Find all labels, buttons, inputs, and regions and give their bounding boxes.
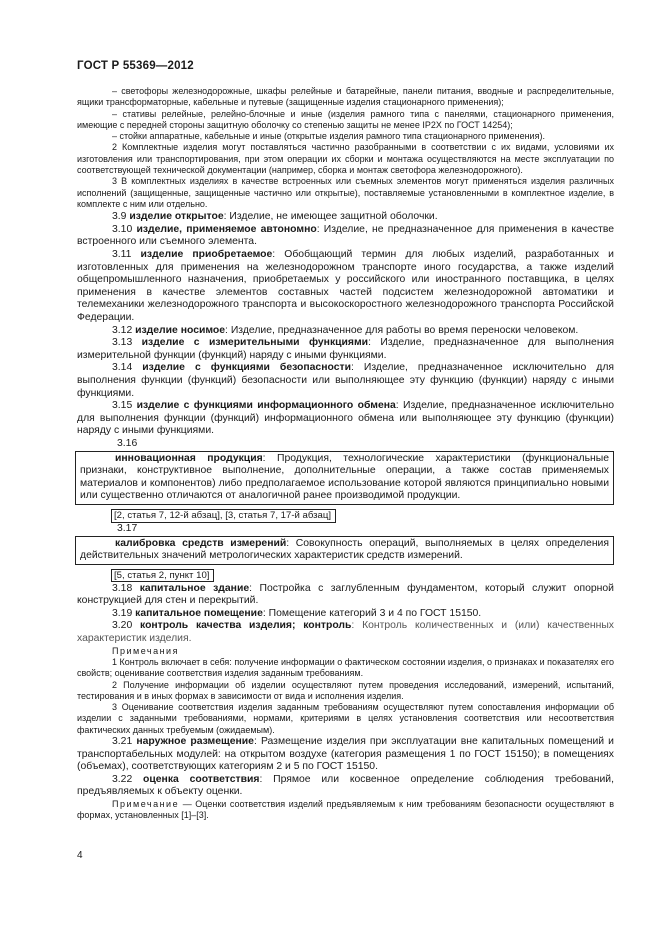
term-definition: : Изделие, предназначенное для работы во время переноски человеком. [225, 324, 579, 336]
term-entry [80, 538, 609, 563]
term-number: 3.11 [112, 249, 132, 261]
term-name: инновационная продукция [115, 452, 263, 464]
boxed-term-3-17 [75, 536, 614, 565]
reference-line [111, 505, 614, 523]
term-number: 3.18 [112, 582, 133, 594]
boxed-term-3-16 [75, 451, 614, 505]
term-name: изделие, применяемое автономно [136, 223, 317, 235]
term-number: 3.15 [112, 400, 133, 412]
term-definition: : Прямое или косвенное определение соблюдения требований, предъявляемых к объекту оценки. [77, 773, 614, 798]
paragraph: – стативы релейные, релейно-блочные и иные (изделия рамного типа с панелями, стационарного применения, имеющие с передней стороны защитную оболочку со степенью защиты не менее IP2X по ГОСТ 14254); [77, 108, 614, 130]
note-item [77, 799, 614, 822]
term-name: изделие с функциями безопасности [142, 362, 351, 374]
note-item: 3 Оценивание соответствия изделия заданным требованиям осуществляют путем сопоставления информации об изделии с заданными требованиями, нормами, критериями в целях установления соответствия или несоответствия фактических данных требуемым (ожидаемым). [77, 702, 614, 735]
term-name: изделие с измерительными функциями [141, 337, 369, 349]
page-number: 4 [77, 850, 83, 861]
term-entry [77, 400, 614, 438]
term-name: капитальное здание [139, 582, 250, 594]
term-entry [77, 249, 614, 325]
term-number: 3.22 [112, 773, 133, 785]
term-entry [77, 736, 614, 774]
term-definition: : Изделие, не имеющее защитной оболочки. [223, 211, 438, 223]
term-definition: : Постройка с заглубленным фундаментом, который служит опорной конструкцией для стен и перекрытий. [77, 582, 614, 607]
term-entry [77, 608, 614, 621]
reference-line [111, 565, 614, 583]
term-definition: : Помещение категорий 3 и 4 по ГОСТ 15150. [262, 607, 482, 619]
term-name: изделие с функциями информационного обмена [136, 400, 396, 412]
term-number: 3.12 [112, 324, 133, 336]
notes-title: Примечания [112, 645, 179, 656]
term-definition: : Изделие, предназначенное для выполнения измерительной функции (функций) наряду с иными функциями. [77, 337, 614, 361]
term-entry [77, 325, 614, 338]
term-entry [77, 583, 614, 608]
term-number: 3.13 [112, 337, 133, 349]
term-number: 3.17 [117, 522, 138, 534]
paragraph: – светофоры железнодорожные, шкафы релейные и батарейные, панели питания, вводные и распределительные, ящики трансформаторные, кабельные и путевые (защищенные изделия стационарного применения); [77, 86, 614, 108]
term-number: 3.20 [112, 620, 133, 632]
paragraph: – стойки аппаратные, кабельные и иные (открытые изделия рамного типа стационарного применения). [112, 131, 545, 142]
term-number: 3.10 [112, 223, 133, 235]
term-definition: : Продукция, технологические характеристики (функциональные признаки, конструктивное выполнение, дополнительные операции, а также состав применяемых материалов и компонентов) либо предполагаемое использование которой являются принципиально новыми или существенно отличаются от аналогичной ранее производимой продукции. [80, 452, 610, 502]
term-entry [80, 453, 609, 503]
note-item: 2 Получение информации об изделии осуществляют путем проведения исследований, измерений, испытаний, тестирования и в иных формах в зависимости от вида и исполнения изделия. [77, 679, 614, 701]
term-number: 3.19 [112, 607, 133, 619]
term-definition: : Совокупность операций, выполняемых в целях определения действительных значений метрологических характеристик средств измерений. [80, 537, 609, 562]
term-definition: : Размещение изделия при эксплуатации вне капитальных помещений и транспортабельных модулей: на открытом воздухе (категория размещения 1 по ГОСТ 15150); в помещениях (объемах), соответствующих категориям 2 и 5 по ГОСТ 15150. [77, 736, 614, 773]
term-entry [77, 620, 614, 645]
source-reference: [5, статья 2, пункт 10] [111, 569, 214, 583]
source-reference: [2, статья 7, 12-й абзац], [3, статья 7, 17-й абзац] [111, 509, 336, 523]
term-definition: : Изделие, не предназначенное для применения в качестве встроенного или съемного элемента. [77, 223, 615, 248]
term-name: контроль качества изделия; контроль [140, 620, 352, 632]
term-name: изделие приобретаемое [140, 249, 273, 261]
note-text: — Оценки соответствия изделий предъявляемым к ним требованиям безопасности осуществляют в формах, установленных [1]–[3]. [77, 799, 614, 821]
term-number: 3.14 [112, 362, 133, 374]
term-entry [77, 211, 614, 224]
note-title: Примечание [112, 799, 180, 810]
term-entry [77, 224, 614, 249]
term-name: капитальное помещение [135, 607, 263, 619]
term-entry [77, 774, 614, 799]
term-entry [77, 362, 614, 400]
paragraph: 2 Комплектные изделия могут поставляться частично разобранными в соответствии с их видами, условиями их изготовления или транспортирования, при этом операции их сборки и монтажа осуществляются на месте эксплуатации по соответствующей технической документации (например, сборка и монтаж светофора железнодорожного). [77, 142, 614, 176]
term-definition: : Контроль количественных и (или) качественных характеристик изделия. [77, 620, 614, 645]
term-definition: : Изделие, предназначенное исключительно для выполнения функции (функций) информационного обмена или выполняющее эту функцию (функции) наряду с иными функциями. [77, 400, 615, 437]
term-name: оценка соответствия [143, 773, 260, 785]
note-item: 1 Контроль включает в себя: получение информации о фактическом состоянии изделия, о признаках и показателях его свойств; оценивание соответствия изделия заданным требованиям. [77, 656, 614, 679]
term-name: наружное размещение [136, 736, 254, 748]
term-number: 3.21 [112, 736, 133, 748]
term-number: 3.16 [117, 437, 138, 449]
term-definition: : Изделие, предназначенное исключительно для выполнения функции (функций) безопасности или выполняющее эту функцию (функции) наряду с иными функциями. [77, 362, 615, 399]
term-number: 3.9 [112, 211, 127, 223]
term-entry [77, 337, 614, 362]
document-body [77, 86, 614, 822]
paragraph: 3 В комплектных изделиях в качестве встроенных или съемных элементов могут применяться изделия различных исполнений (защищенные, защищенные частично или открытые), поставляемые установленными в комплектное изделие, в комплекте с ним или отдельно. [77, 176, 614, 209]
term-name: калибровка средств измерений [115, 537, 287, 549]
term-definition: : Обобщающий термин для любых изделий, разработанных и изготовленных для применения на железнодорожном транспорте иного государства, а также изделий общепромышленного назначения, приобретаемых у российского или иностранного поставщика, в целях применения в качестве элементов составных частей подсистем железнодорожной автоматики и телемеханики железнодорожного транспорта и высокоскоростного железнодорожного транспорта Российской Федерации. [77, 249, 614, 324]
term-name: изделие открытое [129, 211, 224, 223]
term-name: изделие носимое [135, 324, 226, 336]
document-header: ГОСТ Р 55369—2012 [77, 60, 194, 72]
